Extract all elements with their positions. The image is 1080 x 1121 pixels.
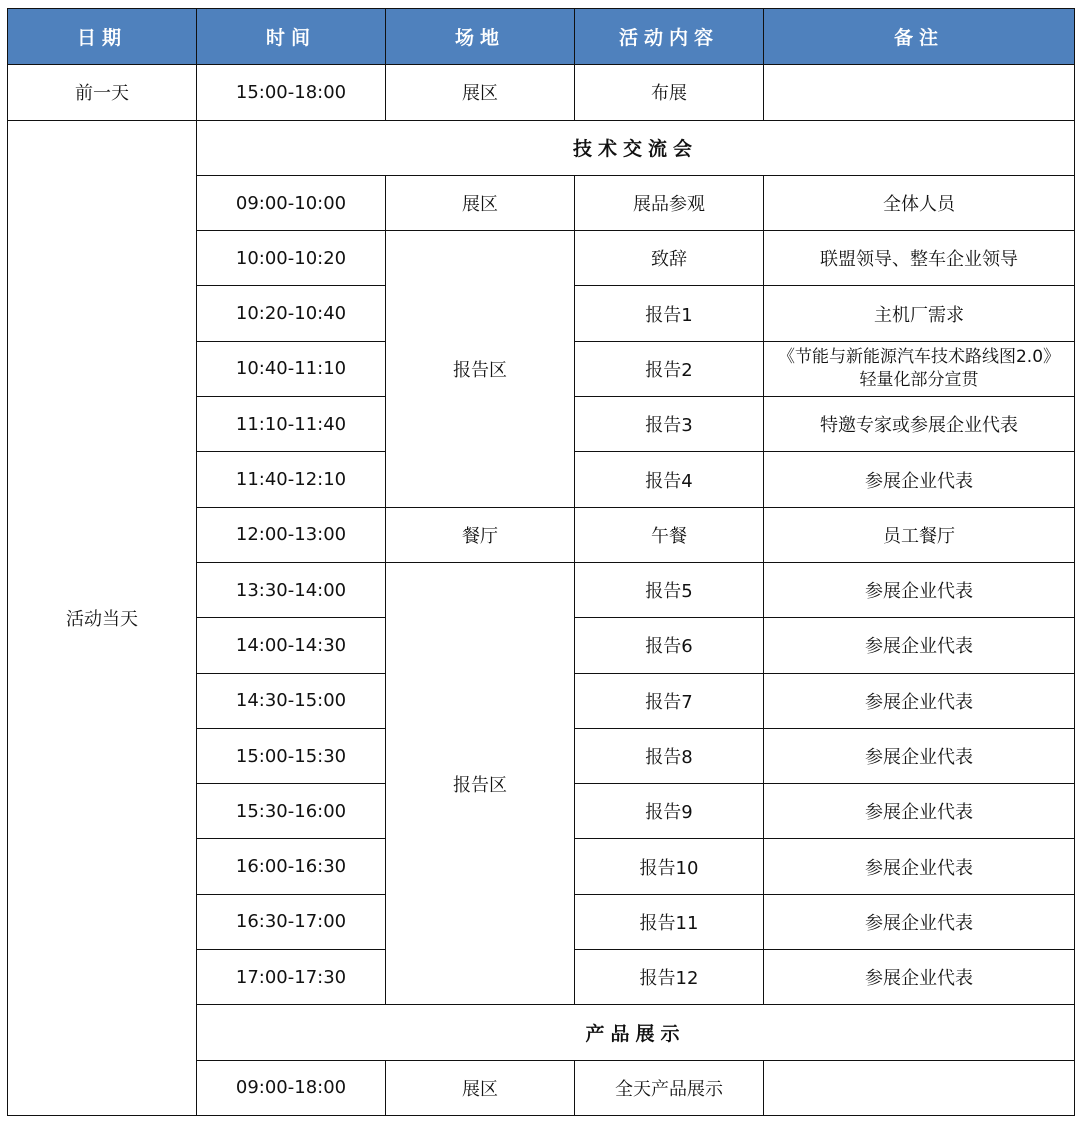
time-cell: 11:10-11:40	[197, 397, 386, 452]
time-cell: 12:00-13:00	[197, 507, 386, 562]
notes-cell: 参展企业代表	[764, 950, 1075, 1005]
time-cell: 16:00-16:30	[197, 839, 386, 894]
content-cell: 报告7	[575, 673, 764, 728]
time-cell: 14:00-14:30	[197, 618, 386, 673]
header-time: 时间	[197, 9, 386, 65]
content-cell: 报告9	[575, 784, 764, 839]
notes-cell: 参展企业代表	[764, 673, 1075, 728]
venue-cell-report-area: 报告区	[386, 231, 575, 507]
time-cell: 09:00-18:00	[197, 1060, 386, 1115]
content-cell: 报告2	[575, 341, 764, 396]
date-cell-event-day: 活动当天	[8, 120, 197, 1115]
notes-cell: 参展企业代表	[764, 728, 1075, 783]
section-title-product-showcase: 产品展示	[197, 1005, 1075, 1060]
notes-cell: 员工餐厅	[764, 507, 1075, 562]
content-cell: 全天产品展示	[575, 1060, 764, 1115]
notes-cell: 参展企业代表	[764, 452, 1075, 507]
schedule-table	[7, 8, 1075, 1116]
content-cell: 报告12	[575, 950, 764, 1005]
notes-cell: 全体人员	[764, 175, 1075, 230]
content-cell: 报告5	[575, 562, 764, 617]
time-cell: 10:00-10:20	[197, 231, 386, 286]
time-cell: 10:20-10:40	[197, 286, 386, 341]
header-row	[8, 9, 1075, 65]
time-cell: 15:00-15:30	[197, 728, 386, 783]
content-cell: 展品参观	[575, 175, 764, 230]
content-cell: 报告3	[575, 397, 764, 452]
notes-cell: 参展企业代表	[764, 562, 1075, 617]
content-cell: 午餐	[575, 507, 764, 562]
time-cell: 17:00-17:30	[197, 950, 386, 1005]
notes-line: 轻量化部分宣贯	[859, 369, 979, 390]
notes-cell	[764, 65, 1075, 120]
content-cell: 致辞	[575, 231, 764, 286]
header-content: 活动内容	[575, 9, 764, 65]
notes-cell: 特邀专家或参展企业代表	[764, 397, 1075, 452]
venue-cell: 展区	[386, 1060, 575, 1115]
venue-cell: 餐厅	[386, 507, 575, 562]
time-cell: 13:30-14:00	[197, 562, 386, 617]
section-title-tech-exchange: 技术交流会	[197, 120, 1075, 175]
table-row	[8, 65, 1075, 120]
venue-cell: 展区	[386, 65, 575, 120]
header-notes: 备注	[764, 9, 1075, 65]
notes-cell: 参展企业代表	[764, 784, 1075, 839]
notes-cell	[764, 341, 1075, 396]
time-cell: 10:40-11:10	[197, 341, 386, 396]
venue-cell-report-area: 报告区	[386, 562, 575, 1004]
notes-cell: 参展企业代表	[764, 618, 1075, 673]
notes-cell: 参展企业代表	[764, 894, 1075, 949]
content-cell: 报告1	[575, 286, 764, 341]
header-venue: 场地	[386, 9, 575, 65]
time-cell: 14:30-15:00	[197, 673, 386, 728]
venue-cell: 展区	[386, 175, 575, 230]
time-cell: 16:30-17:00	[197, 894, 386, 949]
notes-cell: 主机厂需求	[764, 286, 1075, 341]
content-cell: 布展	[575, 65, 764, 120]
notes-cell: 参展企业代表	[764, 839, 1075, 894]
header-date: 日期	[8, 9, 197, 65]
time-cell: 09:00-10:00	[197, 175, 386, 230]
notes-line: 《节能与新能源汽车技术路线图2.0》	[777, 346, 1061, 367]
content-cell: 报告8	[575, 728, 764, 783]
content-cell: 报告6	[575, 618, 764, 673]
content-cell: 报告4	[575, 452, 764, 507]
content-cell: 报告11	[575, 894, 764, 949]
notes-cell	[764, 1060, 1075, 1115]
date-cell-day-before: 前一天	[8, 65, 197, 120]
time-cell: 11:40-12:10	[197, 452, 386, 507]
time-cell: 15:30-16:00	[197, 784, 386, 839]
section-row	[8, 120, 1075, 175]
time-cell: 15:00-18:00	[197, 65, 386, 120]
content-cell: 报告10	[575, 839, 764, 894]
notes-cell: 联盟领导、整车企业领导	[764, 231, 1075, 286]
